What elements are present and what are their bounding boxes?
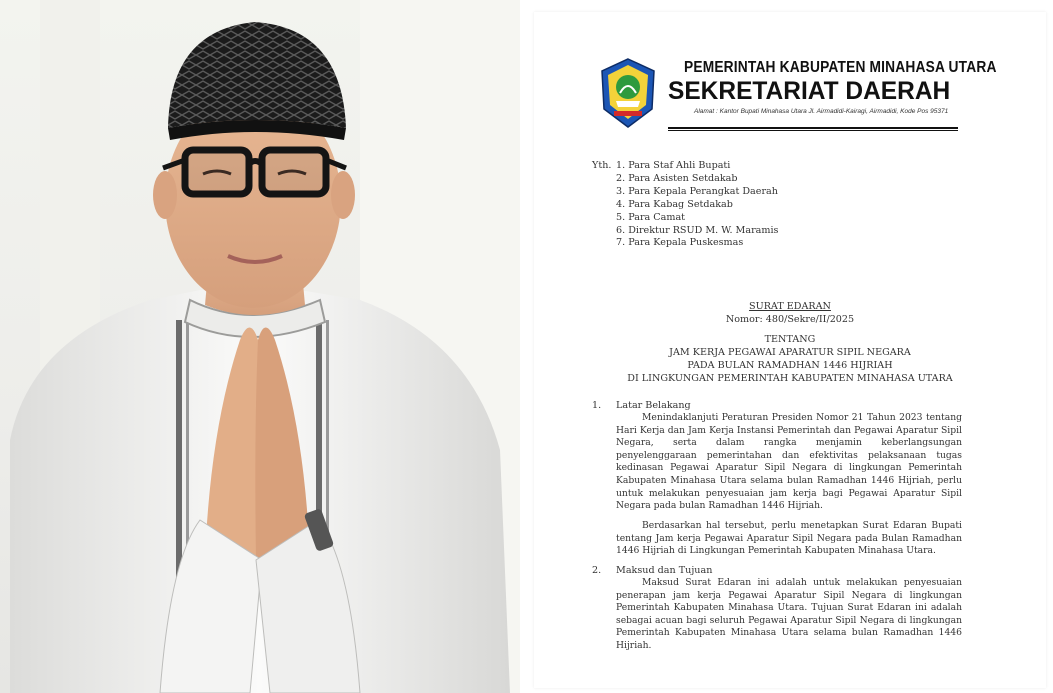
recipient-item: 6. Direktur RSUD M. W. Maramis xyxy=(616,224,779,236)
recipient-item: 5. Para Camat xyxy=(616,211,686,223)
letterhead-rule xyxy=(668,127,958,129)
letterhead-address: Alamat : Kantor Bupati Minahasa Utara Jl. Airmadidi-Kairagi, Airmadidi, Kode Pos 95371 xyxy=(694,108,949,115)
recipient-item: 2. Para Asisten Setdakab xyxy=(616,172,738,184)
recipient-item: 3. Para Kepala Perangkat Daerah xyxy=(616,185,778,197)
regency-emblem-icon xyxy=(600,57,656,129)
recipient-item: 4. Para Kabag Setdakab xyxy=(616,198,733,210)
document-number: Nomor: 480/Sekre/II/2025 xyxy=(725,314,855,325)
section-heading: Maksud dan Tujuan xyxy=(616,565,713,576)
salutation-label: Yth. xyxy=(592,160,612,171)
body-paragraph: Menindaklanjuti Peraturan Presiden Nomor 21 Tahun 2023 tentang Hari Kerja dan Jam Kerja Instansi Pemerintah dan Pegawai Aparatur Sipil Negara, serta dalam rangka menjamin keberlangsungan penyelenggaraan pemerintahan dan efektivitas pelaksanaan tugas kedinasan Pegawai Aparatur Sipil Negara di lingkungan Pemerintah Kabupaten Minahasa Utara selama bulan Ramadhan 1446 Hijriah, perlu untuk melakukan penyesuaian jam kerja bagi Pegawai Aparatur Sipil Negara pada bulan Ramadhan 1446 Hijriah. xyxy=(616,412,962,512)
recipient-item: 1. Para Staf Ahli Bupati xyxy=(616,160,731,171)
letterhead-office: SEKRETARIAT DAERAH xyxy=(668,77,951,105)
section-number: 2. xyxy=(592,565,602,576)
document-title: SURAT EDARAN xyxy=(749,301,831,312)
circular-letter xyxy=(534,12,1046,688)
portrait-photo xyxy=(0,0,520,693)
tentang-label: TENTANG xyxy=(764,334,816,345)
letterhead-rule-thin xyxy=(668,130,958,131)
subject-line: DI LINGKUNGAN PEMERINTAH KABUPATEN MINAHASA UTARA xyxy=(627,373,953,384)
section-number: 1. xyxy=(592,400,602,411)
subject-line: JAM KERJA PEGAWAI APARATUR SIPIL NEGARA xyxy=(669,347,911,358)
subject-line: PADA BULAN RAMADHAN 1446 HIJRIAH xyxy=(687,360,893,371)
section-heading: Latar Belakang xyxy=(616,400,691,411)
body-paragraph: Maksud Surat Edaran ini adalah untuk melakukan penyesuaian penerapan jam kerja Pegawai Aparatur Sipil Negara di lingkungan Pemerintah Kabupaten Minahasa Utara. Tujuan Surat Edaran ini adalah sebagai acuan bagi seluruh Pegawai Aparatur Sipil Negara di lingkungan Pemerintah Kabupaten Minahasa Utara selama bulan Ramadhan 1446 Hijriah. xyxy=(616,577,962,651)
body-paragraph: Berdasarkan hal tersebut, perlu menetapkan Surat Edaran Bupati tentang Jam kerja Pegawai Aparatur Sipil Negara pada Bulan Ramadhan 1446 Hijriah di Lingkungan Pemerintah Kabupaten Minahasa Utara. xyxy=(616,520,962,557)
letterhead-government: PEMERINTAH KABUPATEN MINAHASA UTARA xyxy=(684,59,997,76)
recipient-list xyxy=(616,160,778,250)
recipient-item: 7. Para Kepala Puskesmas xyxy=(616,237,744,249)
